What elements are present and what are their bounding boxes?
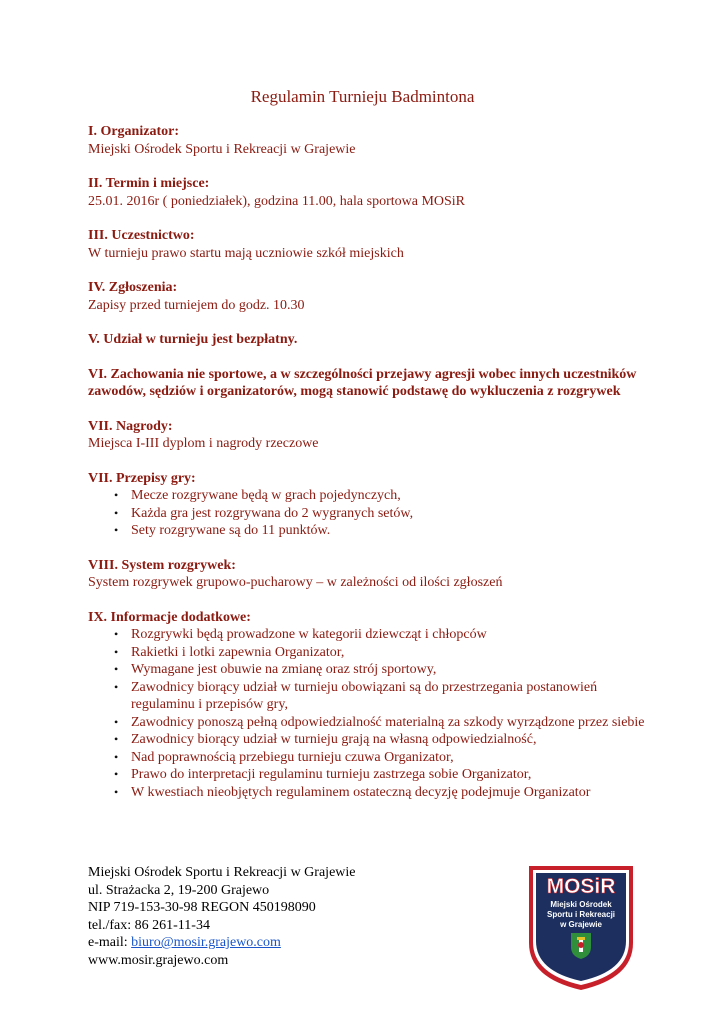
section-date-place [88,175,658,210]
list-item: • W kwestiach nieobjętych regulaminem ostateczną decyzję podejmuje Organizator [114,784,591,800]
bullet-icon: • [114,784,119,799]
bullet-icon: • [114,767,119,781]
footer-website: www.mosir.grajewo.com [88,952,229,968]
bullet-icon: • [114,644,119,659]
section-game-rules [88,470,658,540]
section-text: Zapisy przed turniejem do godz. 10.30 [88,297,305,313]
logo-line-3: w Grajewie [560,920,602,929]
logo-brand: MOSiR [546,875,616,898]
mosir-logo [526,863,636,993]
section-text: Miejsca I-III dyplom i nagrody rzeczowe [88,436,319,451]
section-heading: I. Organizator: [88,124,179,139]
bullet-icon: • [114,505,119,520]
page-title: Regulamin Turnieju Badmintona [250,87,475,106]
bullet-icon: • [114,714,119,729]
section-text: System rozgrywek grupowo-pucharowy – w zależności od ilości zgłoszeń [88,575,503,590]
section-additional-info [88,609,658,802]
list-item: • Zawodnicy ponoszą pełną odpowiedzialność materialną za szkody wyrządzone przez siebie [114,714,645,730]
list-item: • Nad poprawnością przebiegu turnieju czuwa Organizator, [114,749,454,765]
list-item: • Każda gra jest rozgrywana do 2 wygranych setów, [114,505,414,521]
section-conduct [88,366,658,401]
bullet-icon: • [114,749,119,764]
section-text: W turnieju prawo startu mają uczniowie szkół miejskich [88,245,404,261]
section-heading: VII. Przepisy gry: [88,470,196,486]
section-prizes [88,418,658,453]
list-item: • Mecze rozgrywane będą w grach pojedynczych, [114,488,401,503]
section-heading: IX. Informacje dodatkowe: [88,609,251,625]
info-list [88,626,658,801]
section-tournament-system [88,557,658,592]
bullet-icon: • [114,488,119,502]
email-link[interactable]: biuro@mosir.grajewo.com [131,935,281,950]
section-heading: VII. Nagrody: [88,418,173,434]
bullet-icon: • [114,627,119,641]
list-item: • Zawodnicy biorący udział w turnieju obowiązani są do przestrzegania postanowień regulaminu i przepisów gry, [114,679,598,712]
footer-contact [88,864,356,969]
list-item: • Wymagane jest obuwie na zmianę oraz strój sportowy, [114,662,437,677]
section-free-entry [88,331,658,349]
list-item: • Zawodnicy biorący udział w turnieju grają na własną odpowiedzialność, [114,732,537,747]
bullet-icon: • [114,523,119,537]
section-organizer [88,123,658,158]
list-item: • Rozgrywki będą prowadzone w kategorii dziewcząt i chłopców [114,627,487,642]
footer-email: e-mail: biuro@mosir.grajewo.com [88,935,281,950]
footer-org-name: Miejski Ośrodek Sportu i Rekreacji w Grajewie [88,865,356,880]
list-item: • Prawo do interpretacji regulaminu turnieju zastrzega sobie Organizator, [114,767,532,782]
footer-tax-ids: NIP 719-153-30-98 REGON 450198090 [88,900,316,915]
list-item: • Sety rozgrywane są do 11 punktów. [114,523,331,538]
section-participation [88,227,658,262]
section-heading: III. Uczestnictwo: [88,228,195,243]
section-heading: VI. Zachowania nie sportowe, a w szczególności przejawy agresji wobec innych uczestników zawodów, sędziów i organizatorów, mogą stanowić podstawę do wykluczenia z rozgrywek [88,366,637,399]
section-heading: II. Termin i miejsce: [88,176,210,191]
section-text: 25.01. 2016r ( poniedziałek), godzina 11.00, hala sportowa MOSiR [88,193,466,209]
rules-list [88,487,658,540]
section-registration [88,279,658,314]
section-text: Miejski Ośrodek Sportu i Rekreacji w Grajewie [88,141,356,157]
footer-address: ul. Strażacka 2, 19-200 Grajewo [88,882,270,898]
document-body [88,123,658,801]
logo-line-1: Miejski Ośrodek [550,900,612,909]
bullet-icon: • [114,662,119,676]
bullet-icon: • [114,732,119,746]
section-heading: V. Udział w turnieju jest bezpłatny. [88,332,298,347]
list-item: • Rakietki i lotki zapewnia Organizator, [114,644,345,660]
footer-phone: tel./fax: 86 261-11-34 [88,917,210,933]
section-heading: VIII. System rozgrywek: [88,557,236,573]
logo-line-2: Sportu i Rekreacji [546,910,616,919]
section-heading: IV. Zgłoszenia: [88,280,178,295]
bullet-icon: • [114,679,119,694]
